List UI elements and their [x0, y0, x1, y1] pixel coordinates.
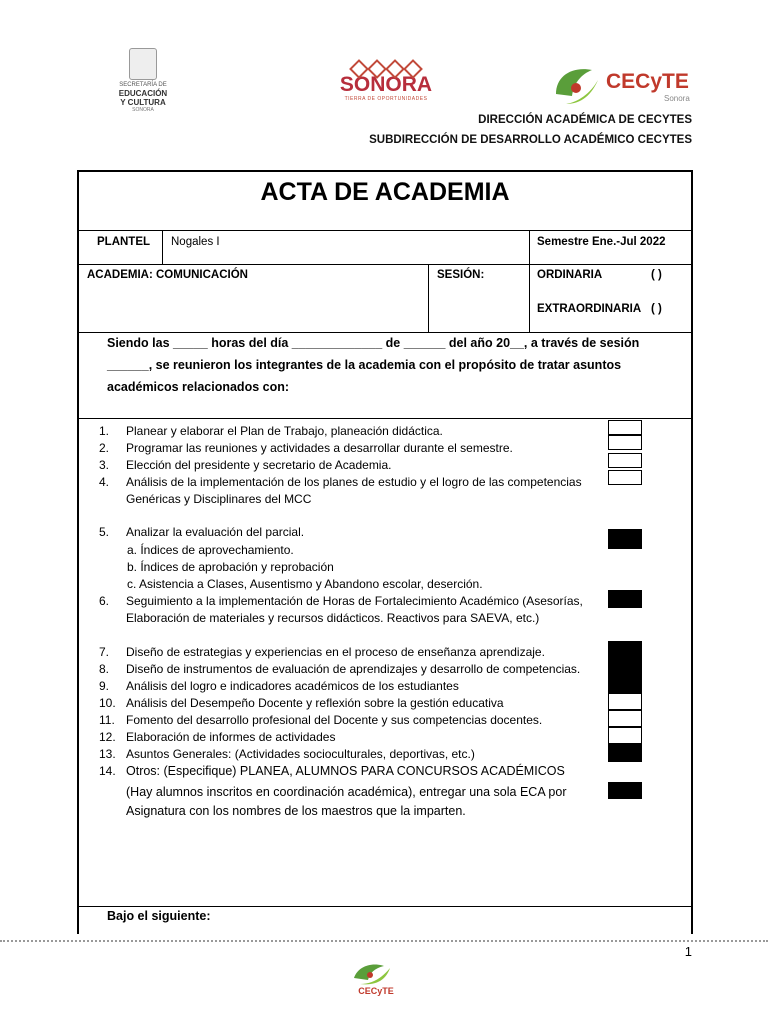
agenda-item-text: Asuntos Generales: (Actividades socioculturales, deportivas, etc.): [126, 747, 475, 761]
extraordinaria-checkbox[interactable]: ( ): [651, 303, 662, 315]
agenda-item-number: 1.: [99, 424, 110, 438]
item-checkbox[interactable]: [608, 710, 642, 727]
agenda-item-text: (Hay alumnos inscritos en coordinación académica), entregar una sola ECA por: [126, 785, 567, 799]
agenda-item-text: Planear y elaborar el Plan de Trabajo, planeación didáctica.: [126, 424, 443, 438]
plantel-label: PLANTEL: [97, 236, 151, 248]
agenda-item-text: Elección del presidente y secretario de Academia.: [126, 458, 392, 472]
item-checkbox[interactable]: [608, 693, 642, 710]
agenda-item-text: Genéricas y Disciplinares del MCC: [126, 492, 312, 506]
agenda-item-text: Seguimiento a la implementación de Horas de Fortalecimiento Académico (Asesorías,: [126, 594, 583, 608]
agenda-item-text: Elaboración de informes de actividades: [126, 730, 336, 744]
agenda-item-text: c. Asistencia a Clases, Ausentismo y Abandono escolar, deserción.: [127, 577, 483, 591]
agenda-item: [79, 525, 609, 541]
intro-line: Siendo las _____ horas del día _____________ de ______ del año 20__, a través de sesión: [107, 336, 640, 350]
agenda-item: [79, 577, 609, 593]
coat-of-arms-icon: [129, 48, 157, 80]
item-checkbox[interactable]: [608, 470, 642, 485]
item-checkbox[interactable]: [608, 727, 642, 744]
logo-line: Y CULTURA: [120, 98, 166, 107]
agenda-item-text: Analizar la evaluación del parcial.: [126, 525, 305, 539]
agenda-item: [79, 713, 609, 729]
sonora-tagline: TIERRA DE OPORTUNIDADES: [344, 96, 428, 102]
agenda-item: [79, 492, 609, 508]
item-checkbox-filled[interactable]: [608, 590, 642, 608]
agenda-item: [79, 696, 609, 712]
agenda-item-number: 6.: [99, 594, 110, 608]
sesion-label: SESIÓN:: [437, 269, 485, 281]
academia-label: ACADEMIA: COMUNICACIÓN: [87, 269, 248, 281]
page-divider: [0, 940, 768, 944]
item-checkbox-filled[interactable]: [608, 529, 642, 549]
intro-line: ______, se reunieron los integrantes de la academia con el propósito de tratar asuntos: [107, 358, 622, 372]
sonora-logo: [336, 60, 436, 110]
agenda-item: [79, 730, 609, 746]
agenda-item: [79, 804, 609, 820]
agenda-item-number: 7.: [99, 645, 110, 659]
agenda-item-text: Análisis de la implementación de los planes de estudio y el logro de las competencias: [126, 475, 582, 489]
cecyte-footer-logo-icon: [350, 962, 402, 998]
agenda-item-text: a. Índices de aprovechamiento.: [127, 543, 294, 557]
header-direccion: DIRECCIÓN ACADÉMICA DE CECYTES: [478, 114, 692, 126]
bajo-label: Bajo el siguiente:: [107, 909, 211, 923]
item-checkbox-filled[interactable]: [608, 641, 642, 693]
agenda-item-text: Análisis del logro e indicadores académicos de los estudiantes: [126, 679, 459, 693]
cecyte-logo: [548, 64, 693, 110]
agenda-item-text: Asignatura con los nombres de los maestros que la imparten.: [126, 804, 466, 818]
sonora-pattern-icon: [336, 60, 436, 74]
agenda-item-text: Diseño de instrumentos de evaluación de aprendizajes y desarrollo de competencias.: [126, 662, 581, 676]
item-checkbox[interactable]: [608, 435, 642, 450]
agenda-item: [79, 441, 609, 457]
agenda-item-number: 10.: [99, 696, 116, 710]
agenda-item-number: 13.: [99, 747, 116, 761]
item-checkbox[interactable]: [608, 453, 642, 468]
agenda-item: [79, 475, 609, 491]
agenda-item-text: Otros: (Especifique) PLANEA, ALUMNOS PARA CONCURSOS ACADÉMICOS: [126, 764, 565, 778]
semestre: Semestre Ene.-Jul 2022: [537, 236, 666, 248]
ordinaria-label: ORDINARIA: [537, 269, 603, 281]
agenda-item-number: 14.: [99, 764, 116, 778]
logo-line: SONORA: [132, 107, 154, 113]
agenda-item: [79, 645, 609, 661]
agenda-item: [79, 424, 609, 440]
agenda-item-text: Diseño de estrategias y experiencias en el proceso de enseñanza aprendizaje.: [126, 645, 545, 659]
agenda-item-number: 5.: [99, 525, 110, 539]
logo-line: EDUCACIÓN: [118, 89, 168, 98]
cecyte-sub: Sonora: [664, 94, 690, 103]
agenda-item-text: Elaboración de materiales y recursos didácticos. Reactivos para SAEVA, etc.): [126, 611, 540, 625]
agenda-item: [79, 764, 609, 780]
ordinaria-checkbox[interactable]: ( ): [651, 269, 662, 281]
agenda-item: [79, 785, 609, 801]
agenda-item-text: Fomento del desarrollo profesional del Docente y sus competencias docentes.: [126, 713, 543, 727]
acta-form: [77, 170, 693, 934]
sec-sonora-logo: [112, 48, 174, 116]
agenda-item: [79, 560, 609, 576]
agenda-item: [79, 747, 609, 763]
sonora-wordmark: SONORA: [339, 73, 433, 96]
page-number: 1: [684, 944, 692, 959]
agenda-item-number: 4.: [99, 475, 110, 489]
agenda-item: [79, 594, 609, 610]
form-title: ACTA DE ACADEMIA: [260, 178, 510, 206]
agenda-item: [79, 543, 609, 559]
agenda-item-text: b. Índices de aprobación y reprobación: [127, 560, 334, 574]
agenda-item-text: Programar las reuniones y actividades a desarrollar durante el semestre.: [126, 441, 513, 455]
item-checkbox[interactable]: [608, 420, 642, 435]
header-subdireccion: SUBDIRECCIÓN DE DESARROLLO ACADÉMICO CECYTES: [369, 134, 692, 146]
agenda-item-number: 2.: [99, 441, 110, 455]
agenda-item-number: 8.: [99, 662, 110, 676]
plantel-value[interactable]: Nogales I: [171, 236, 220, 248]
agenda-item-number: 9.: [99, 679, 110, 693]
agenda-item-number: 11.: [99, 713, 115, 727]
cecyte-wordmark: CECyTE: [606, 70, 689, 93]
agenda-item: [79, 611, 609, 627]
agenda-item-number: 3.: [99, 458, 110, 472]
item-checkbox-filled[interactable]: [608, 782, 642, 799]
agenda-item: [79, 458, 609, 474]
intro-line: académicos relacionados con:: [107, 380, 290, 394]
agenda-item-number: 12.: [99, 730, 116, 744]
cecyte-leaf-icon: [552, 64, 604, 108]
svg-text:CECyTE: CECyTE: [358, 986, 394, 996]
logo-line: SECRETARÍA DE: [119, 82, 167, 88]
item-checkbox-filled[interactable]: [608, 744, 642, 762]
agenda-item: [79, 662, 609, 678]
extraordinaria-label: EXTRAORDINARIA: [537, 303, 642, 315]
agenda-item: [79, 679, 609, 695]
agenda-item-text: Análisis del Desempeño Docente y reflexión sobre la gestión educativa: [126, 696, 504, 710]
